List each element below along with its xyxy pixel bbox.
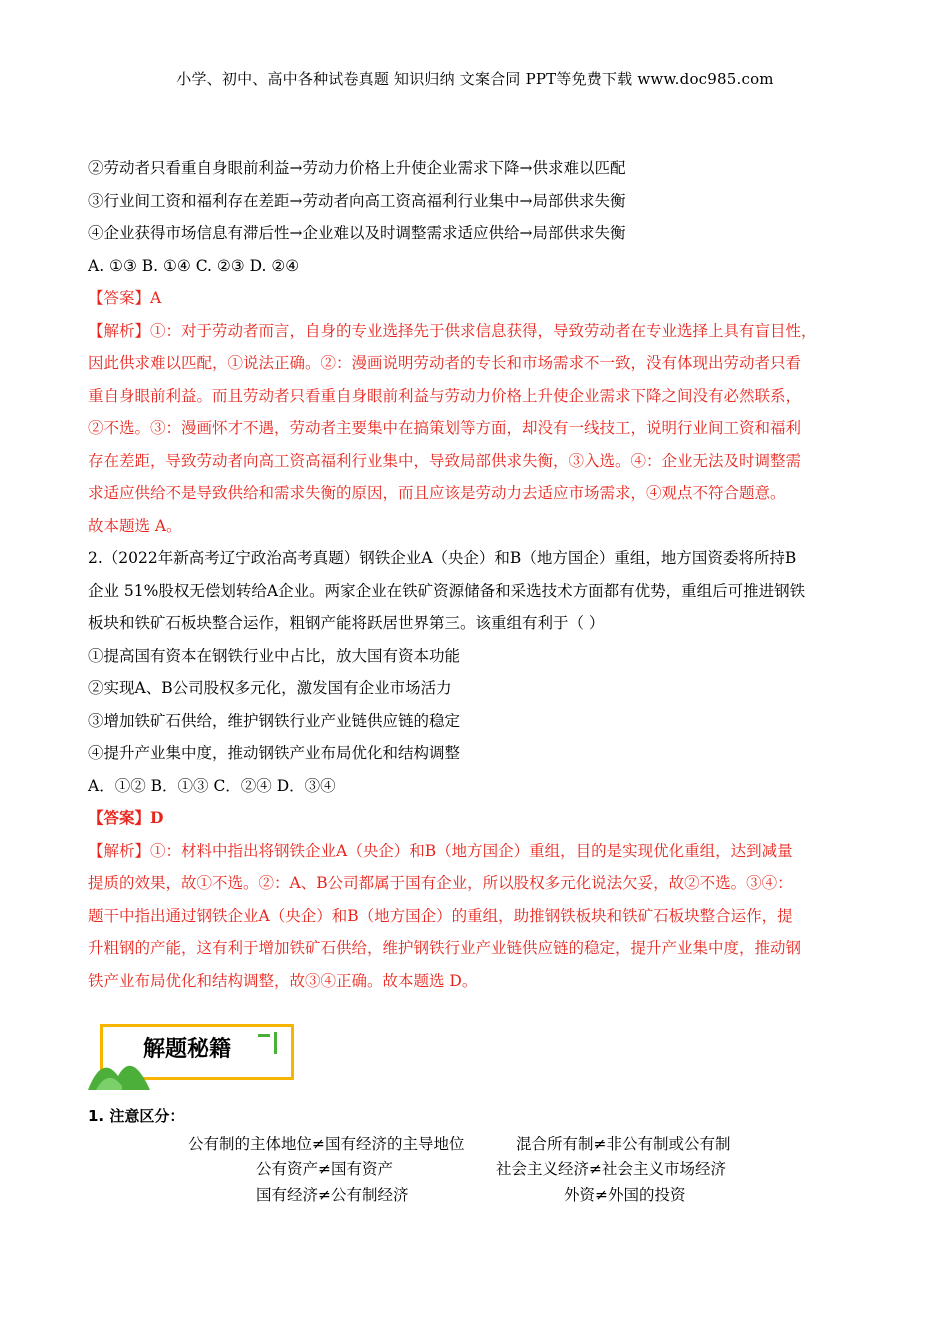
section-badge [88, 1018, 298, 1090]
q2-analysis-line: 提质的效果，故①不选。②：A、B公司都属于国有企业，所以股权多元化说法欠妥，故②不选。③④： [88, 874, 793, 892]
q1-analysis-line: 存在差距，导致劳动者向高工资高福利行业集中，导致局部供求失衡，③入选。④：企业无法及时调整需 [88, 451, 802, 470]
q2-option-4: ④提升产业集中度，推动钢铁产业布局优化和结构调整 [88, 744, 461, 762]
page-header: 小学、初中、高中各种试卷真题 知识归纳 文案合同 PPT等免费下载 www.doc985.com [176, 70, 774, 88]
q2-stem-line: 企业 51%股权无偿划转给A企业。两家企业在铁矿资源储备和采选技术方面都有优势，重组后可推进钢铁 [88, 581, 806, 600]
q1-analysis-line: 故本题选 A。 [88, 516, 182, 535]
q1-analysis-line: 求适应供给不是导致供给和需求失衡的原因，而且应该是劳动力去适应市场需求，④观点不符合题意。 [88, 484, 786, 502]
q1-analysis-line: 【解析】①：对于劳动者而言，自身的专业选择先于供求信息获得，导致劳动者在专业选择上具有盲目性， [88, 321, 817, 340]
q2-option-3: ③增加铁矿石供给，维护钢铁行业产业链供应链的稳定 [88, 711, 461, 730]
badge-accent-icon [274, 1032, 277, 1054]
q1-choices: A. ①③ B. ①④ C. ②③ D. ②④ [88, 256, 300, 275]
note-pair: 国有经济≠公有制经济 [256, 1186, 409, 1204]
notes-section [88, 1104, 888, 1204]
q1-analysis-line: 重自身眼前利益。而且劳动者只看重自身眼前利益与劳动力价格上升使企业需求下降之间没有必然联系， [88, 386, 802, 405]
q2-choices: A．①② B．①③ C．②④ D．③④ [88, 776, 336, 795]
note-pair: 混合所有制≠非公有制或公有制 [516, 1135, 731, 1153]
q2-analysis-line: 【解析】①：材料中指出将钢铁企业A（央企）和B（地方国企）重组，目的是实现优化重组，达到减量 [88, 841, 793, 860]
q1-analysis-line: 因此供求难以匹配，①说法正确。②：漫画说明劳动者的专长和市场需求不一致，没有体现出劳动者只看 [88, 354, 802, 372]
note-pair: 公有资产≠国有资产 [256, 1160, 393, 1178]
q2-answer-value: D [150, 808, 164, 827]
q2-answer [88, 802, 878, 835]
note-pair: 外资≠外国的投资 [564, 1186, 686, 1204]
note-pair: 公有制的主体地位≠国有经济的主导地位 [188, 1135, 465, 1153]
question-content [88, 152, 878, 997]
q1-option-2: ②劳动者只看重自身眼前利益→劳动力价格上升使企业需求下降→供求难以匹配 [88, 159, 626, 177]
q1-answer-label: 【答案】 [88, 289, 151, 307]
q2-answer-label: 【答案】 [88, 808, 151, 827]
q1-option-4: ④企业获得市场信息有滞后性→企业难以及时调整需求适应供给→局部供求失衡 [88, 224, 626, 242]
q2-stem-line: 板块和铁矿石板块整合运作，粗钢产能将跃居世界第三。该重组有利于（ ） [88, 614, 605, 632]
note-pair: 社会主义经济≠社会主义市场经济 [496, 1160, 726, 1178]
notes-title: 1. 注意区分： [88, 1107, 185, 1125]
q2-analysis-line: 题干中指出通过钢铁企业A（央企）和B（地方国企）的重组，助推钢铁板块和铁矿石板块整合运作，提 [88, 906, 793, 925]
badge-accent-icon [258, 1034, 270, 1037]
q1-answer [88, 282, 878, 315]
q1-analysis-label: 【解析】 [88, 321, 151, 340]
q1-analysis-line: ②不选。③：漫画怀才不遇，劳动者主要集中在搞策划等方面，却没有一线技工，说明行业间工资和福利 [88, 419, 802, 437]
q2-stem-line: 2.（2022年新高考辽宁政治高考真题）钢铁企业A（央企）和B（地方国企）重组，地方国资委将所持B [88, 549, 797, 567]
q2-option-2: ②实现A、B公司股权多元化，激发国有企业市场活力 [88, 679, 452, 697]
q1-answer-value: A [150, 289, 162, 307]
q2-option-1: ①提高国有资本在钢铁行业中占比，放大国有资本功能 [88, 646, 461, 665]
q2-analysis-label: 【解析】 [88, 841, 151, 860]
q2-analysis-line: 铁产业布局优化和结构调整，故③④正确。故本题选 D。 [88, 971, 478, 990]
badge-title: 解题秘籍 [143, 1037, 232, 1062]
q2-analysis-line: 升粗钢的产能，这有利于增加铁矿石供给，维护钢铁行业产业链供应链的稳定，提升产业集中度，推动钢 [88, 939, 802, 957]
q1-option-3: ③行业间工资和福利存在差距→劳动者向高工资高福利行业集中→局部供求失衡 [88, 191, 626, 210]
